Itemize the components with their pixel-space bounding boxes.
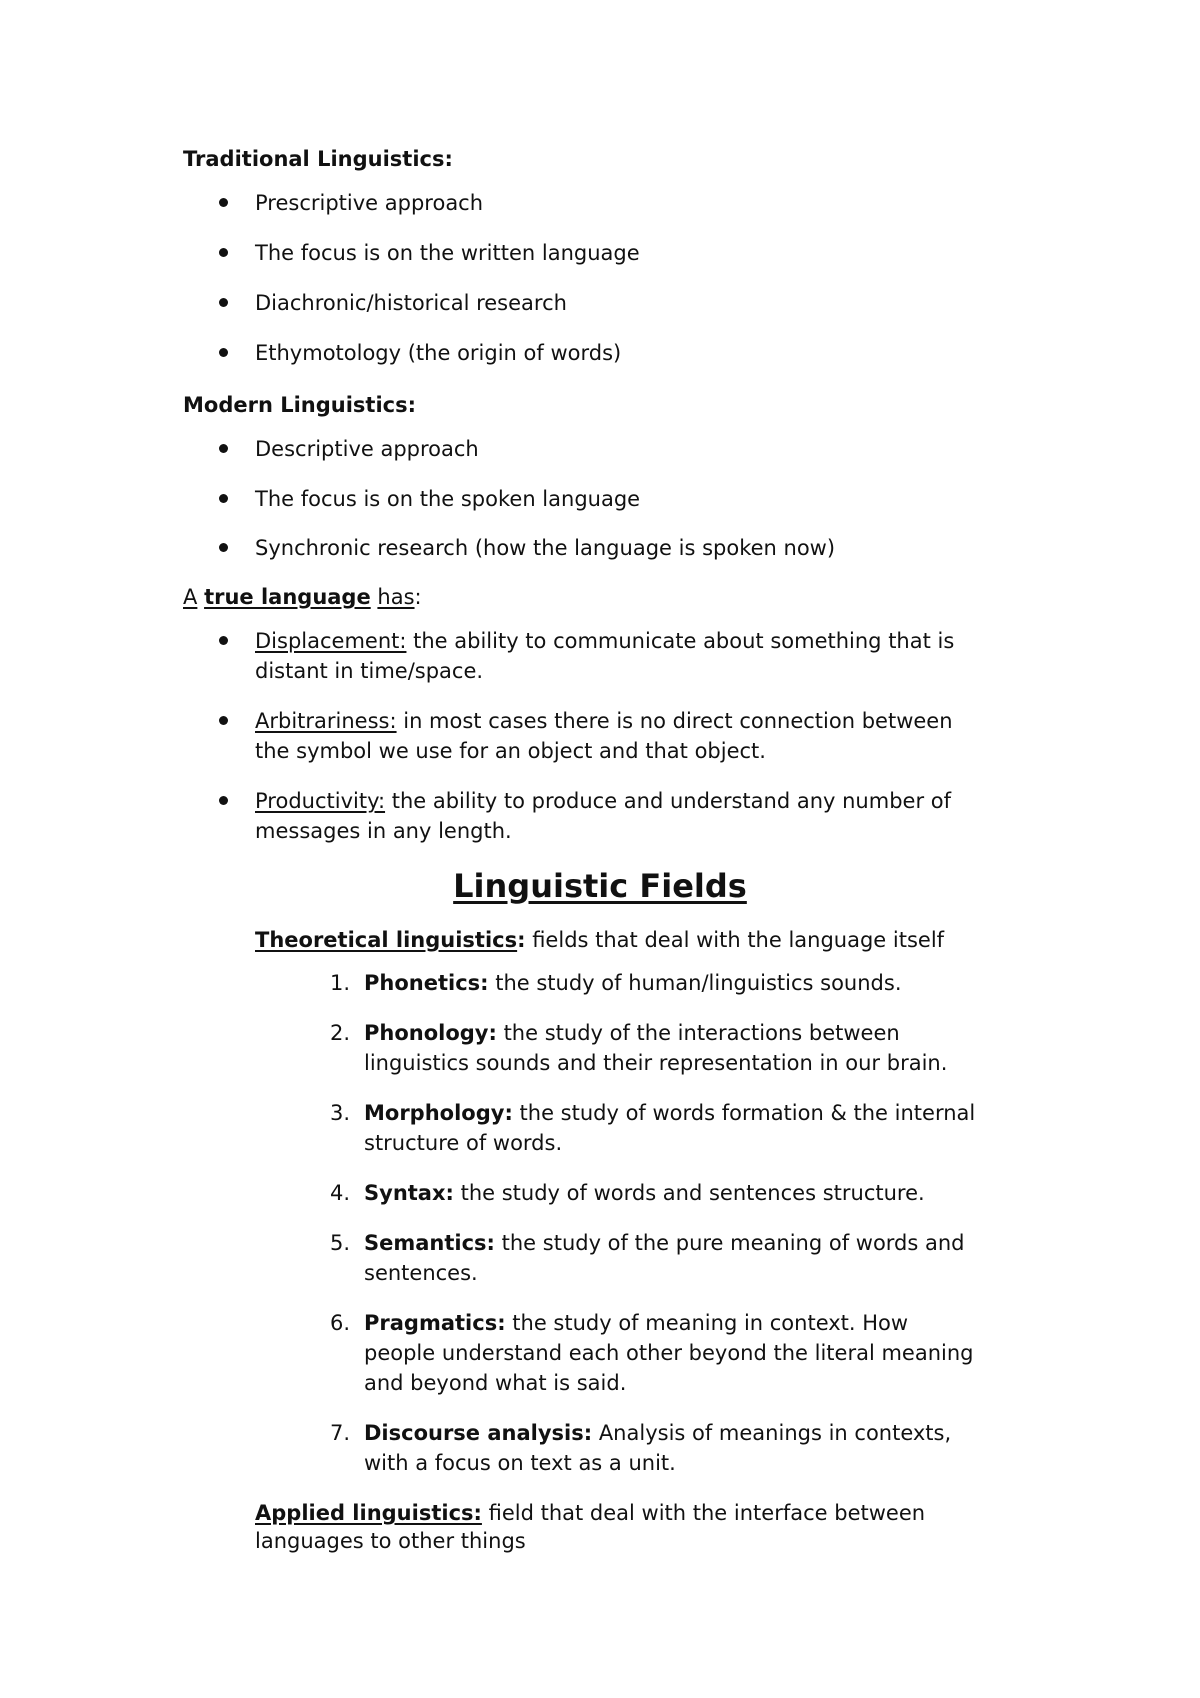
definition: the study of words formation & the internal: [512, 1101, 976, 1125]
list-number: 4.: [329, 1181, 350, 1205]
traditional-heading: Traditional Linguistics:: [183, 147, 453, 171]
list-item: Diachronic/historical research: [255, 291, 567, 315]
list-number: 1.: [329, 971, 350, 995]
numbered-item-continuation: linguistics sounds and their representation in our brain.: [364, 1051, 948, 1075]
term: Theoretical linguistics: [255, 928, 518, 952]
list-number: 7.: [329, 1421, 350, 1445]
numbered-item-continuation: structure of words.: [364, 1131, 563, 1155]
bullet-icon: [219, 444, 228, 453]
bullet-icon: [219, 198, 228, 207]
numbered-item: [364, 1178, 925, 1208]
list-item: Descriptive approach: [255, 437, 479, 461]
heading-true-language: true language: [204, 585, 371, 609]
list-item: Ethymotology (the origin of words): [255, 341, 622, 365]
definition: the study of words and sentences structure.: [453, 1181, 925, 1205]
bullet-icon: [219, 494, 228, 503]
term: Applied linguistics:: [255, 1501, 482, 1525]
numbered-item: [364, 968, 902, 998]
list-number: 6.: [329, 1311, 350, 1335]
term: Discourse analysis:: [364, 1421, 593, 1445]
definition: the study of meaning in context. How: [505, 1311, 909, 1335]
term: Phonetics:: [364, 971, 489, 995]
term: Pragmatics:: [364, 1311, 506, 1335]
colon: :: [517, 928, 526, 952]
heading-a: A: [183, 585, 198, 609]
list-item-continuation: the symbol we use for an object and that object.: [255, 739, 766, 763]
theoretical-heading: [255, 925, 944, 955]
term: Syntax:: [364, 1181, 454, 1205]
bullet-icon: [219, 636, 228, 645]
definition: field that deal with the interface between: [481, 1501, 926, 1525]
heading-colon: :: [414, 585, 422, 609]
term: Semantics:: [364, 1231, 495, 1255]
term: Productivity:: [255, 789, 386, 813]
numbered-item: [364, 1308, 908, 1338]
applied-heading: [255, 1498, 925, 1528]
term: Phonology:: [364, 1021, 497, 1045]
bullet-icon: [219, 248, 228, 257]
definition: the ability to communicate about something that is: [406, 629, 955, 653]
modern-heading: Modern Linguistics:: [183, 393, 417, 417]
true-language-heading: [183, 582, 422, 612]
bullet-icon: [219, 796, 228, 805]
page-title: Linguistic Fields: [453, 867, 747, 905]
numbered-item-continuation: with a focus on text as a unit.: [364, 1451, 676, 1475]
list-item: [255, 786, 951, 816]
list-number: 5.: [329, 1231, 350, 1255]
term: Arbitrariness:: [255, 709, 397, 733]
numbered-item-continuation: people understand each other beyond the literal meaning: [364, 1341, 974, 1365]
list-item-continuation: distant in time/space.: [255, 659, 484, 683]
list-number: 2.: [329, 1021, 350, 1045]
list-item: Synchronic research (how the language is spoken now): [255, 536, 836, 560]
list-item: [255, 706, 953, 736]
heading-has: has: [377, 585, 415, 609]
numbered-item: [364, 1418, 951, 1448]
applied-continuation: languages to other things: [255, 1529, 526, 1553]
list-item: [255, 626, 954, 656]
definition: fields that deal with the language itself: [525, 928, 945, 952]
list-item-continuation: messages in any length.: [255, 819, 512, 843]
definition: the study of human/linguistics sounds.: [488, 971, 902, 995]
term: Displacement:: [255, 629, 407, 653]
definition: Analysis of meanings in contexts,: [592, 1421, 952, 1445]
definition: in most cases there is no direct connection between: [396, 709, 953, 733]
list-item: Prescriptive approach: [255, 191, 484, 215]
definition: the ability to produce and understand any number of: [385, 789, 951, 813]
bullet-icon: [219, 716, 228, 725]
list-number: 3.: [329, 1101, 350, 1125]
term: Morphology:: [364, 1101, 513, 1125]
definition: the study of the pure meaning of words and: [494, 1231, 965, 1255]
bullet-icon: [219, 348, 228, 357]
numbered-item-continuation: and beyond what is said.: [364, 1371, 627, 1395]
numbered-item: [364, 1018, 900, 1048]
list-item: The focus is on the written language: [255, 241, 640, 265]
bullet-icon: [219, 543, 228, 552]
definition: the study of the interactions between: [496, 1021, 900, 1045]
numbered-item: [364, 1098, 975, 1128]
numbered-item-continuation: sentences.: [364, 1261, 478, 1285]
numbered-item: [364, 1228, 965, 1258]
list-item: The focus is on the spoken language: [255, 487, 641, 511]
bullet-icon: [219, 298, 228, 307]
